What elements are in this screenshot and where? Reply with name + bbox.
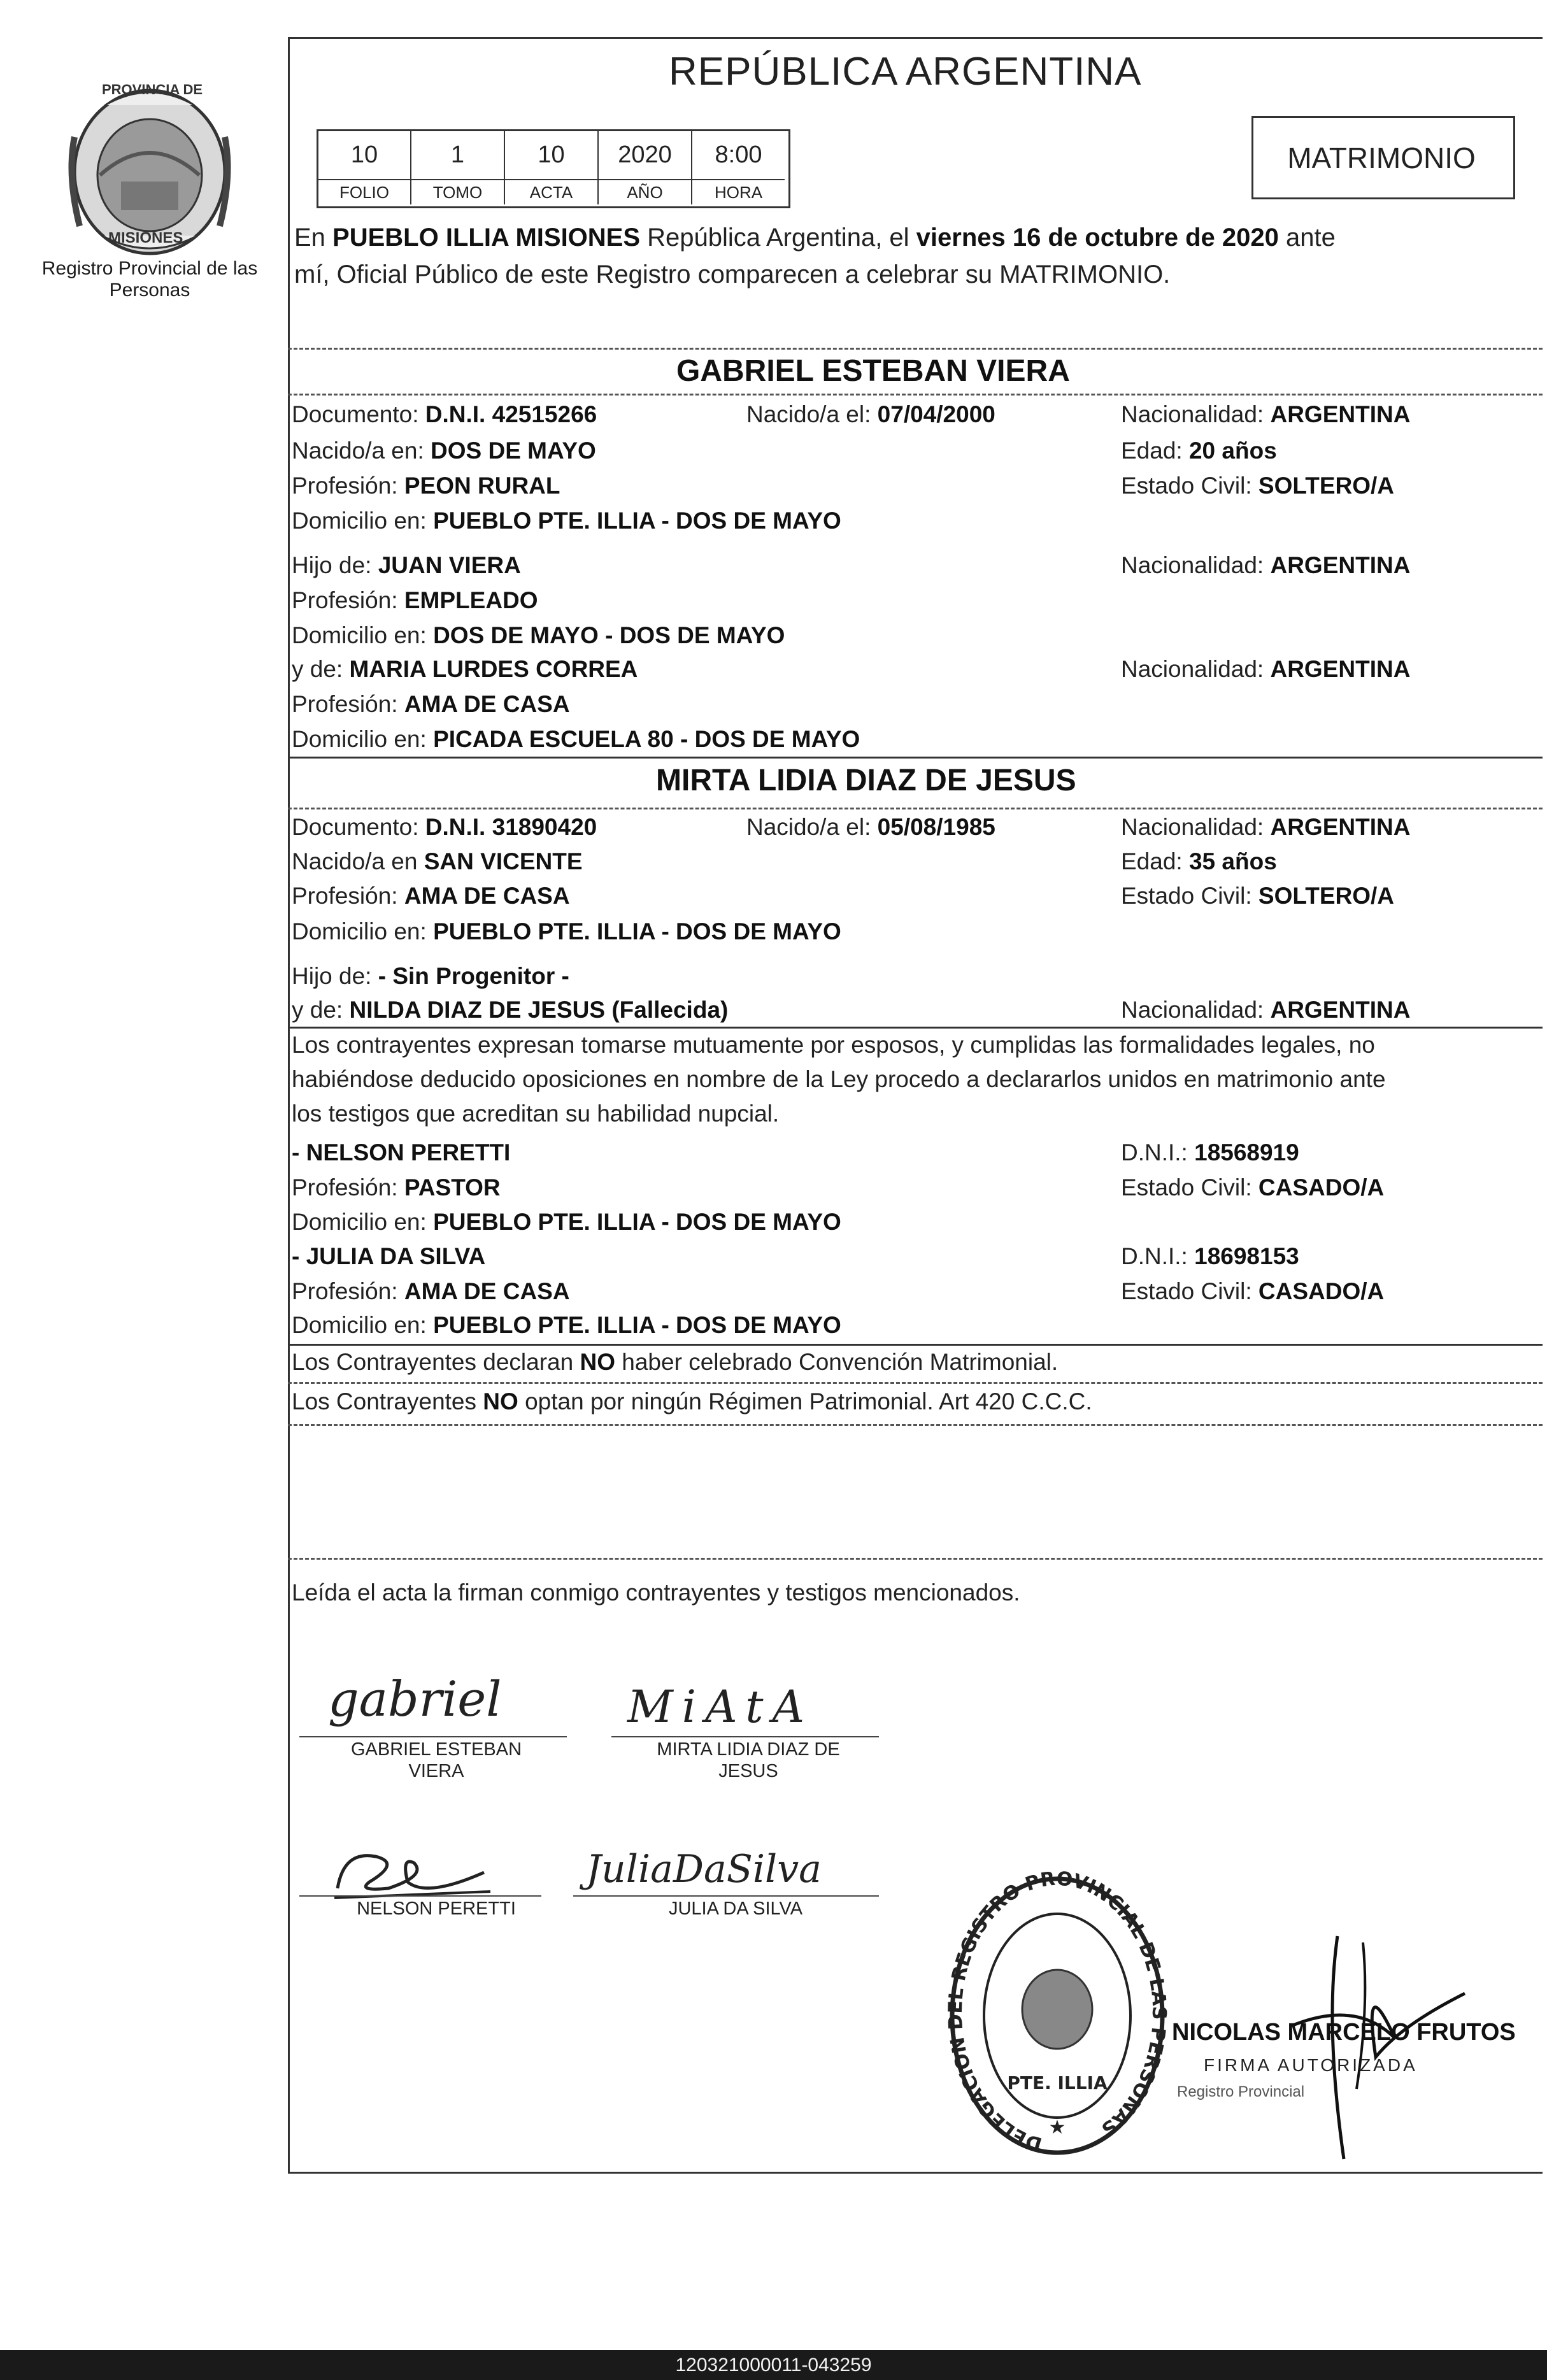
acta-value: 10: [505, 131, 599, 179]
groom-job: Profesión: PEON RURAL: [292, 473, 560, 499]
groom-rule: [288, 394, 1543, 395]
witness-2-civil: Estado Civil: CASADO/A: [1121, 1278, 1385, 1304]
reading-statement: Leída el acta la firman conmigo contrayentes y testigos mencionados.: [292, 1579, 1020, 1606]
tomo-label: TOMO: [411, 179, 505, 204]
bride-name: MIRTA LIDIA DIAZ DE JESUS: [656, 764, 1076, 797]
groom-father-home: Domicilio en: DOS DE MAYO - DOS DE MAYO: [292, 622, 785, 648]
bride-age: Edad: 35 años: [1121, 848, 1277, 874]
hour-value: 8:00: [715, 141, 762, 168]
groom-home: Domicilio en: PUEBLO PTE. ILLIA - DOS DE MAYO: [292, 508, 841, 534]
groom-mother-home: Domicilio en: PICADA ESCUELA 80 - DOS DE MAYO: [292, 726, 860, 752]
star-icon: ★: [1048, 2116, 1066, 2139]
act-type: MATRIMONIO: [1287, 141, 1476, 175]
convention-line-1: Los Contrayentes declaran NO haber celebrado Convención Matrimonial.: [292, 1349, 1059, 1375]
official-sub: Registro Provincial: [1177, 2083, 1305, 2100]
groom-birthplace: Nacido/a en: DOS DE MAYO: [292, 438, 596, 464]
hour-label: HORA: [692, 179, 785, 204]
witness-2-name: - JULIA DA SILVA: [292, 1243, 486, 1269]
witness-2-signature: JuliaDaSilva: [586, 1847, 822, 1892]
bride-signature-name: MIRTA LIDIA DIAZ DE JESUS: [657, 1739, 840, 1781]
groom-civil: Estado Civil: SOLTERO/A: [1121, 473, 1395, 499]
witness-1-name: - NELSON PERETTI: [292, 1139, 511, 1165]
groom-father-job: Profesión: EMPLEADO: [292, 587, 538, 613]
document-code: 120321000011-043259: [675, 2355, 872, 2376]
declaration-line-1: Los contrayentes expresan tomarse mutuamente por esposos, y cumplidas las formalidades legales, no: [292, 1032, 1375, 1058]
witness-1-civil: Estado Civil: CASADO/A: [1121, 1174, 1385, 1201]
stamp-inner-text: PTE. ILLIA: [1007, 2072, 1108, 2093]
bride-job: Profesión: AMA DE CASA: [292, 883, 570, 909]
acta-label: ACTA: [505, 179, 599, 204]
witness-end-rule: [288, 1344, 1543, 1346]
convention-line-2: Los Contrayentes NO optan por ningún Régimen Patrimonial. Art 420 C.C.C.: [292, 1388, 1092, 1414]
groom-nat: Nacionalidad: ARGENTINA: [1121, 401, 1411, 427]
witness-2-dni: D.N.I.: 18698153: [1121, 1243, 1299, 1269]
groom-mother: y de: MARIA LURDES CORREA: [292, 656, 638, 682]
bride-father: Hijo de: - Sin Progenitor -: [292, 963, 569, 989]
groom-father: Hijo de: JUAN VIERA: [292, 552, 521, 578]
intro-rule: [288, 348, 1543, 350]
bride-nat: Nacionalidad: ARGENTINA: [1121, 814, 1411, 840]
witness-2-home: Domicilio en: PUEBLO PTE. ILLIA - DOS DE MAYO: [292, 1312, 841, 1338]
groom-signature-name: GABRIEL ESTEBAN VIERA: [350, 1739, 522, 1781]
bride-mother: y de: NILDA DIAZ DE JESUS (Fallecida): [292, 997, 729, 1023]
logo-text-top: PROVINCIA DE: [102, 82, 203, 97]
notes-rule: [288, 1558, 1543, 1560]
folio-value: 10: [318, 131, 411, 179]
registry-grid: [317, 129, 790, 208]
year-label: AÑO: [599, 179, 692, 204]
groom-born: Nacido/a el: 07/04/2000: [746, 401, 995, 427]
bottom-rule: [288, 2172, 1543, 2174]
groom-name: GABRIEL ESTEBAN VIERA: [676, 354, 1070, 388]
official-title: FIRMA AUTORIZADA: [1204, 2055, 1418, 2075]
witness-2-job: Profesión: AMA DE CASA: [292, 1278, 570, 1304]
folio-label: FOLIO: [318, 179, 411, 204]
bride-signature: MiAtA: [627, 1681, 814, 1733]
convention-rule-2: [288, 1424, 1543, 1426]
groom-doc: Documento: D.N.I. 42515266: [292, 401, 597, 427]
intro-line-2: mí, Oficial Público de este Registro comparecen a celebrar su MATRIMONIO.: [294, 260, 1171, 289]
groom-father-nat: Nacionalidad: ARGENTINA: [1121, 552, 1411, 578]
bride-mother-nat: Nacionalidad: ARGENTINA: [1121, 997, 1411, 1023]
top-rule: [288, 37, 1543, 39]
witness-2-signature-name: JULIA DA SILVA: [668, 1899, 803, 1919]
year-value: 2020: [599, 131, 692, 179]
convention-rule: [288, 1382, 1543, 1384]
bride-home: Domicilio en: PUEBLO PTE. ILLIA - DOS DE MAYO: [292, 918, 841, 944]
groom-mother-job: Profesión: AMA DE CASA: [292, 691, 570, 717]
bride-rule: [288, 808, 1543, 809]
bride-birthplace: Nacido/a en SAN VICENTE: [292, 848, 583, 874]
stamp-ring-text: DELEGACION DEL REGISTRO PROVINCIAL DE LAS PERSONAS: [944, 1867, 1171, 2156]
page-title: REPÚBLICA ARGENTINA: [669, 50, 1142, 94]
bride-doc: Documento: D.N.I. 31890420: [292, 814, 597, 840]
groom-age: Edad: 20 años: [1121, 438, 1277, 464]
bride-end-rule: [288, 1027, 1543, 1029]
groom-signature-line: [299, 1736, 567, 1737]
left-margin-line: [288, 38, 290, 2172]
intro-line-1: En PUEBLO ILLIA MISIONES República Argentina, el viernes 16 de octubre de 2020 ante: [294, 224, 1336, 252]
logo-text-bottom: MISIONES: [108, 229, 183, 246]
bride-civil: Estado Civil: SOLTERO/A: [1121, 883, 1395, 909]
witness-1-home: Domicilio en: PUEBLO PTE. ILLIA - DOS DE MAYO: [292, 1209, 841, 1235]
registry-stamp: [943, 1866, 1172, 2169]
official-name: NICOLAS MARCELO FRUTOS: [1172, 2019, 1516, 2046]
bride-signature-line: [611, 1736, 879, 1737]
declaration-line-2: habiéndose deducido oposiciones en nombre de la Ley procedo a declararlos unidos en matrimonio ante: [292, 1066, 1386, 1092]
witness-1-signature-line: [299, 1895, 541, 1897]
registry-caption: Registro Provincial de las Personas: [41, 258, 258, 301]
groom-mother-nat: Nacionalidad: ARGENTINA: [1121, 656, 1411, 682]
witness-1-job: Profesión: PASTOR: [292, 1174, 501, 1201]
witness-2-signature-line: [573, 1895, 879, 1897]
declaration-line-3: los testigos que acreditan su habilidad nupcial.: [292, 1101, 780, 1127]
witness-1-signature-name: NELSON PERETTI: [357, 1899, 516, 1919]
groom-end-rule: [288, 757, 1543, 759]
bride-born: Nacido/a el: 05/08/1985: [746, 814, 995, 840]
tomo-value: 1: [411, 131, 505, 179]
witness-1-dni: D.N.I.: 18568919: [1121, 1139, 1299, 1165]
groom-signature: gabriel: [328, 1671, 502, 1727]
